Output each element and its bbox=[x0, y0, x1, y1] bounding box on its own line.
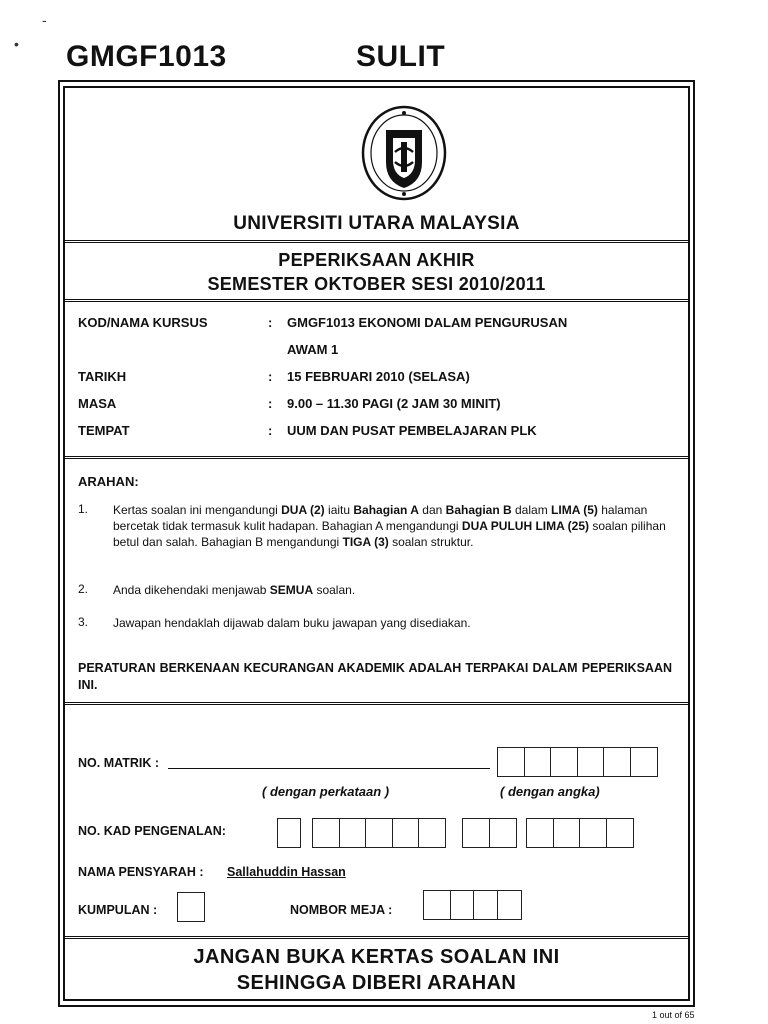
instructions-title: ARAHAN: bbox=[78, 474, 139, 489]
instruction-emphasis: DUA (2) bbox=[281, 503, 325, 517]
digit-box[interactable] bbox=[606, 818, 634, 848]
instruction-text: soalan struktur. bbox=[388, 535, 474, 549]
digit-box[interactable] bbox=[365, 818, 393, 848]
scan-mark: • bbox=[14, 36, 19, 52]
ic-digit-boxes-4 bbox=[526, 818, 634, 848]
digit-box[interactable] bbox=[526, 818, 554, 848]
colon: : bbox=[268, 315, 273, 330]
footer-warning-line2: SEHINGGA DIBERI ARAHAN bbox=[236, 972, 517, 994]
university-seal-logo bbox=[360, 104, 448, 202]
course-label: KOD/NAMA KURSUS bbox=[78, 315, 208, 330]
section-divider bbox=[63, 240, 690, 246]
exam-title: PEPERIKSAAN AKHIR bbox=[278, 250, 475, 270]
group-box bbox=[177, 892, 205, 922]
page-count: 1 out of 65 bbox=[652, 1010, 695, 1020]
instruction-emphasis: TIGA (3) bbox=[342, 535, 389, 549]
digit-box[interactable] bbox=[497, 890, 522, 920]
instruction-item bbox=[113, 615, 673, 631]
exam-semester: SEMESTER OKTOBER SESI 2010/2011 bbox=[207, 274, 546, 294]
time-label: MASA bbox=[78, 396, 117, 411]
digit-box[interactable] bbox=[603, 747, 631, 777]
digit-box[interactable] bbox=[473, 890, 498, 920]
instruction-emphasis: SEMUA bbox=[269, 583, 314, 597]
lecturer-name: Sallahuddin Hassan bbox=[227, 865, 346, 879]
instruction-item bbox=[113, 502, 673, 550]
instruction-number: 2. bbox=[78, 582, 89, 596]
matric-digit-boxes bbox=[497, 747, 658, 777]
course-value: GMGF1013 EKONOMI DALAM PENGURUSAN bbox=[287, 315, 568, 330]
scan-mark: - bbox=[42, 12, 47, 28]
group-label: KUMPULAN : bbox=[78, 903, 158, 917]
digit-box[interactable] bbox=[579, 818, 607, 848]
digit-box[interactable] bbox=[423, 890, 451, 920]
academic-misconduct-warning: PERATURAN BERKENAAN KECURANGAN AKADEMIK ADALAH TERPAKAI DALAM PEPERIKSAAN INI. bbox=[78, 661, 672, 692]
matric-words-field[interactable] bbox=[168, 768, 490, 769]
digit-box[interactable] bbox=[277, 818, 301, 848]
venue-label: TEMPAT bbox=[78, 423, 130, 438]
colon: : bbox=[268, 369, 273, 384]
digit-box[interactable] bbox=[524, 747, 552, 777]
classification-header: SULIT bbox=[356, 40, 446, 73]
digit-box[interactable] bbox=[577, 747, 605, 777]
ic-digit-boxes-2 bbox=[312, 818, 446, 848]
instruction-emphasis: DUA PULUH LIMA (25) bbox=[461, 519, 590, 533]
time-value: 9.00 – 11.30 PAGI (2 JAM 30 MINIT) bbox=[287, 396, 501, 411]
matric-label: NO. MATRIK : bbox=[78, 756, 160, 770]
section-divider bbox=[63, 936, 690, 942]
table-number-boxes bbox=[423, 890, 522, 920]
instruction-item bbox=[113, 582, 673, 598]
group-input-box[interactable] bbox=[177, 892, 205, 922]
caption-digits: ( dengan angka) bbox=[500, 784, 600, 799]
instruction-text: Kertas soalan ini mengandungi bbox=[113, 503, 282, 517]
colon: : bbox=[268, 423, 273, 438]
instruction-text: soalan. bbox=[313, 583, 356, 597]
instruction-emphasis: Bahagian A bbox=[353, 503, 419, 517]
caption-words: ( dengan perkataan ) bbox=[262, 784, 390, 799]
instruction-text: dan bbox=[418, 503, 446, 517]
ic-digit-boxes-1 bbox=[277, 818, 301, 848]
digit-box[interactable] bbox=[489, 818, 517, 848]
instruction-number: 1. bbox=[78, 502, 89, 516]
section-divider bbox=[63, 702, 690, 708]
section-divider bbox=[63, 299, 690, 305]
digit-box[interactable] bbox=[550, 747, 578, 777]
digit-box[interactable] bbox=[553, 818, 581, 848]
lecturer-label: NAMA PENSYARAH : bbox=[78, 865, 204, 879]
date-value: 15 FEBRUARI 2010 (SELASA) bbox=[287, 369, 470, 384]
venue-value: UUM DAN PUSAT PEMBELAJARAN PLK bbox=[287, 423, 537, 438]
digit-box[interactable] bbox=[418, 818, 446, 848]
table-number-label: NOMBOR MEJA : bbox=[290, 903, 393, 917]
instruction-number: 3. bbox=[78, 615, 89, 629]
digit-box[interactable] bbox=[497, 747, 525, 777]
section-divider bbox=[63, 456, 690, 462]
instruction-text: iaitu bbox=[324, 503, 354, 517]
footer-warning-line1: JANGAN BUKA KERTAS SOALAN INI bbox=[193, 946, 560, 968]
instruction-text: Anda dikehendaki menjawab bbox=[113, 583, 270, 597]
instruction-text: soalan pilihan betul dan salah. Bahagian B mengandungi bbox=[113, 519, 666, 549]
colon: : bbox=[268, 396, 273, 411]
instruction-emphasis: LIMA (5) bbox=[551, 503, 598, 517]
instruction-emphasis: Bahagian B bbox=[445, 503, 512, 517]
ic-digit-boxes-3 bbox=[462, 818, 517, 848]
digit-box[interactable] bbox=[312, 818, 340, 848]
ic-label: NO. KAD PENGENALAN: bbox=[78, 824, 226, 838]
digit-box[interactable] bbox=[630, 747, 658, 777]
digit-box[interactable] bbox=[392, 818, 420, 848]
course-code-header: GMGF1013 bbox=[66, 40, 227, 73]
digit-box[interactable] bbox=[450, 890, 475, 920]
instruction-text: halaman bercetak tidak termasuk kulit hadapan. Bahagian A mengandungi bbox=[113, 503, 648, 533]
digit-box[interactable] bbox=[339, 818, 367, 848]
instruction-text: dalam bbox=[511, 503, 552, 517]
course-value-continued: AWAM 1 bbox=[287, 342, 339, 357]
date-label: TARIKH bbox=[78, 369, 127, 384]
university-name: UNIVERSITI UTARA MALAYSIA bbox=[233, 213, 520, 234]
digit-box[interactable] bbox=[462, 818, 490, 848]
instruction-text: Jawapan hendaklah dijawab dalam buku jawapan yang disediakan. bbox=[113, 616, 471, 630]
